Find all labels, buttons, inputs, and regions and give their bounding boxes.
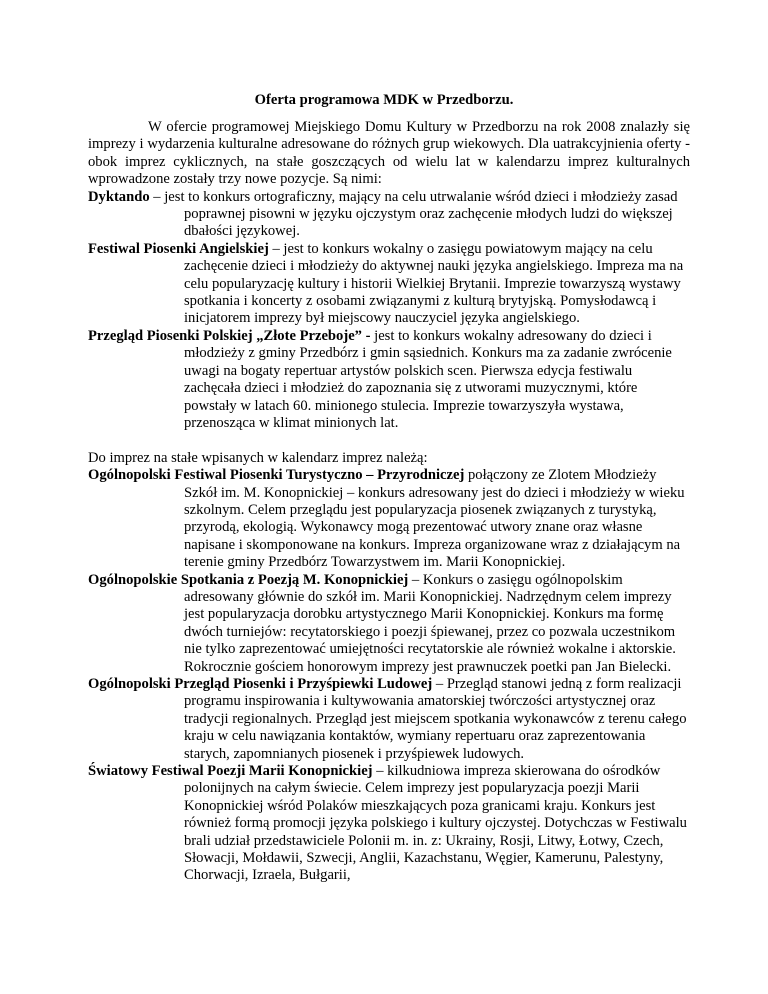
program-item-text: – jest to konkurs wokalny o zasięgu powiatowym mający na celu zachęcenie dzieci i młodzieży do aktywnej nauki języka angielskiego. Impreza ma na celu popularyzację kultury i historii Wielkiej Brytanii. Imprezie towarzyszą wystawy spotkania i koncerty z osobami związanymi z kulturą brytyjską. Pomysłodawcą i inicjatorem imprezy był miejscowy nauczyciel języka angielskiego. <box>184 240 684 327</box>
program-item-text: – Przegląd stanowi jedną z form realizacji programu inspirowania i kultywowania amatorskiej twórczości artystycznej oraz tradycji regionalnych. Przegląd jest miejscem spotkania wykonawców z terenu całego kraju w celu nawiązania kontaktów, wymiany repertuaru oraz zaprezentowania starych, zapomnianych piosenek i przyśpiewek ludowych. <box>184 675 687 762</box>
program-item-text: połączony ze Zlotem Młodzieży Szkół im. M. Konopnickiej – konkurs adresowany jest do dzieci i młodzieży w wieku szkolnym. Celem przeglądu jest popularyzacja piosenek związanych z turystyką, przyrodą, ekologią. Wykonawcy mogą prezentować utwory znane oraz własne napisane i skomponowane na konkurs. Impreza organizowane wraz z działającym na terenie gminy Przedbórz Towarzystwem im. Marii Konopnickiej. <box>184 467 685 571</box>
program-item-text: jest to konkurs wokalny adresowany do dzieci i młodzieży z gminy Przedbórz i gmin sąsiednich. Konkurs ma za zadanie zwrócenie uwagi na bogaty repertuar artystów polskich scen. Pierwsza edycja festiwalu zachęcała dzieci i młodzież do zapoznania się z utworami muzycznymi, które powstały w latach 60. minionego stulecia. Imprezie towarzyszyła wystawa, przenosząca w klimat minionych lat. <box>184 327 672 431</box>
regular-events-intro: Do imprez na stałe wpisanych w kalendarz imprez należą: <box>88 449 428 466</box>
program-item-dyktando <box>88 189 690 241</box>
document-title: Oferta programowa MDK w Przedborzu. <box>254 92 514 108</box>
program-item-name: Światowy Festiwal Poezji Marii Konopnickiej <box>88 763 373 780</box>
program-item-name-prefix: Ogólnopolski <box>88 675 175 692</box>
program-item-name: Przegląd Piosenki Polskiej „Złote Przeboje” - <box>88 327 371 344</box>
program-item-name: Festiwal Piosenki Angielskiej <box>88 240 269 257</box>
program-item-text: – Konkurs o zasięgu ogólnopolskim adresowany głównie do szkół im. Marii Konopnickiej. Nadrzędnym celem imprezy jest popularyzacja dorobku artystycznego Marii Konopnickiej. Konkurs ma formę dwóch turniejów: recytatorskiego i poezji śpiewanej, przez co pozwala uczestnikom nie tylko zaprezentować umiejętności recytatorskie ale również wokalne i aktorskie. Rokrocznie gościem honorowym imprezy jest prawnuczek poetki pan Jan Bielecki. <box>184 571 676 675</box>
program-item-name: Dyktando <box>88 188 150 205</box>
program-item-spotkania-z-poezja <box>88 572 690 676</box>
program-item-festiwal-turystyczno-przyrodniczej <box>88 467 690 571</box>
program-item-swiatowy-festiwal-poezji <box>88 763 690 885</box>
document-body <box>88 119 690 885</box>
program-item-name: Ogólnopolskie Spotkania z Poezją M. Konopnickiej <box>88 571 409 588</box>
program-item-name: Ogólnopolski Festiwal Piosenki Turystyczno – Przyrodniczej <box>88 467 465 484</box>
program-item-festiwal-piosenki-angielskiej <box>88 241 690 328</box>
program-item-przeglad-piosenki-ludowej <box>88 676 690 763</box>
program-item-text: – jest to konkurs ortograficzny, mający na celu utrwalanie wśród dzieci i młodzieży zasad poprawnej pisowni w języku ojczystym oraz zachęcenie młodych ludzi do większej dbałości językowej. <box>149 188 678 240</box>
program-item-name: Przegląd Piosenki i Przyśpiewki Ludowej <box>174 675 433 692</box>
program-item-przeglad-piosenki-polskiej <box>88 328 690 432</box>
intro-paragraph: W ofercie programowej Miejskiego Domu Kultury w Przedborzu na rok 2008 znalazły się imprezy i wydarzenia kulturalne adresowane do różnych grup wiekowych. Dla uatrakcyjnienia oferty - obok imprez cyklicznych, na stałe goszczących od wielu lat w kalendarzu imprez kulturalnych wprowadzone zostały trzy nowe pozycje. Są nimi: <box>88 119 690 188</box>
program-item-text: – kilkudniowa impreza skierowana do ośrodków polonijnych na całym świecie. Celem imprezy jest popularyzacja poezji Marii Konopnickiej wśród Polaków mieszkających poza granicami kraju. Konkurs jest również formą promocji języka polskiego i kultury ojczystej. Dotychczas w Festiwalu brali udział przedstawiciele Polonii m. in. z: Ukrainy, Rosji, Litwy, Łotwy, Czech, Słowacji, Mołdawii, Szwecji, Anglii, Kazachstanu, Węgier, Kamerunu, Palestyny, Chorwacji, Izraela, Bułgarii, <box>184 763 687 884</box>
paragraph-spacer <box>88 432 690 449</box>
